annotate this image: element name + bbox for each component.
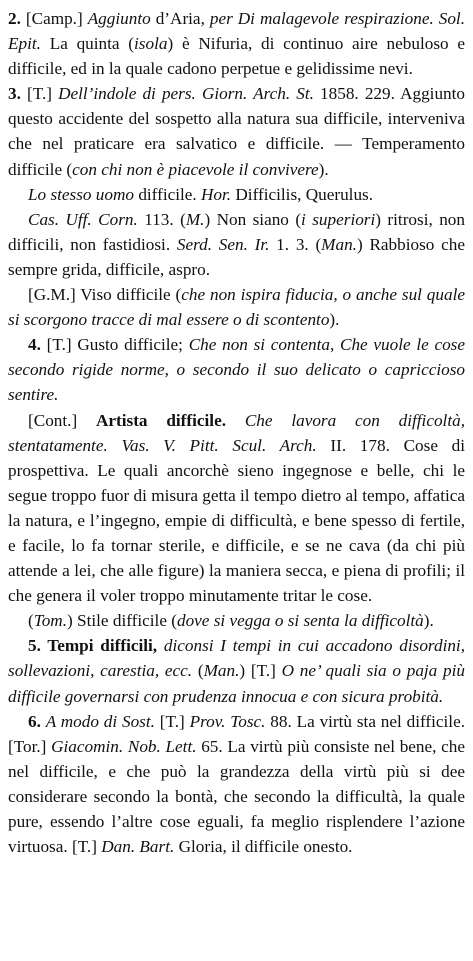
- entry-text-segment: d’Aria,: [150, 9, 210, 28]
- entry-text-segment: [T.] Gusto difficile;: [46, 335, 189, 355]
- dictionary-entry: [8, 408, 465, 609]
- entry-text-segment: ).: [318, 159, 329, 179]
- entry-text-segment: isola: [134, 34, 168, 54]
- entry-text-segment: [G.M.] Viso difficile (: [28, 285, 182, 305]
- entry-text-segment: 4.: [28, 335, 47, 355]
- entry-text-segment: ) Rabbioso che sempre grida, difficile, aspro.: [8, 234, 465, 279]
- dictionary-entry: [8, 182, 465, 207]
- entry-text-segment: ).: [423, 611, 434, 631]
- entry-text-segment: 1858. 229. Aggiunto questo accidente del sospetto alla natura sua difficile, interveniva che nel praticare era salvatico e difficile. — Temperamento difficile (: [8, 84, 466, 179]
- entry-text-segment: Aggiunto: [87, 9, 151, 28]
- entry-text-segment: (: [192, 661, 204, 681]
- entry-text-segment: [157, 636, 164, 655]
- entry-text-segment: Dan. Bart.: [101, 837, 175, 857]
- entry-text-segment: 88. La virtù sta nel difficile. [Tor.]: [8, 711, 466, 756]
- entry-text-segment: La quinta (: [40, 34, 135, 54]
- entry-text-segment: A modo di Sost.: [45, 711, 155, 731]
- entry-text-segment: Tom.: [33, 611, 68, 631]
- entry-text-segment: difficile.: [134, 184, 201, 204]
- entry-text-segment: [T.]: [154, 711, 190, 731]
- dictionary-entry: [8, 207, 465, 282]
- entry-text-segment: ) Non siano (: [204, 209, 302, 229]
- entry-text-segment: 5. Tempi difficili,: [28, 636, 158, 656]
- dictionary-entry: [8, 633, 465, 708]
- entry-text-segment: [226, 411, 245, 430]
- entry-text-segment: Difficilis, Querulus.: [231, 184, 374, 204]
- entry-text-segment: dove si vegga o si senta la difficoltà: [176, 611, 424, 631]
- entry-text-segment: II. 178. Cose di prospettiva. Le quali ancorchè sieno ingegnose e belle, chi le segue troppo fuor di misura getta il tempo dietro al tempo, affatica la natura, e l’ingegno, empie di difficultà, e bene spesso di fertile, e facile, lo fa tornar sterile, e difficile, e se ne cava (da chi più attende a lei, che alle figure) la maniera secca, e piena di profili; il che genera il voler troppo minutamente tritar le cose.: [8, 435, 465, 606]
- entry-text-segment: (: [28, 611, 34, 631]
- entry-text-segment: [Cont.]: [28, 410, 96, 430]
- entry-text-segment: Gloria, il difficile onesto.: [174, 837, 353, 857]
- entry-text-segment: i superiori: [301, 209, 376, 229]
- entry-text-segment: Artista difficile.: [95, 410, 227, 430]
- entry-text-segment: Che lavora con difficoltà, stentatamente. Vas. V. Pitt. Scul. Arch.: [8, 410, 465, 455]
- entry-text-segment: [Camp.]: [25, 9, 88, 28]
- entry-text-segment: 113. (: [137, 209, 186, 229]
- dictionary-entry: [8, 332, 465, 407]
- entry-text-segment: Man.: [203, 661, 240, 681]
- entry-text-segment: diconsi I tempi in cui accadono disordini, sollevazioni, carestia, ecc.: [8, 636, 466, 681]
- entry-text-segment: 1. 3. (: [269, 234, 322, 254]
- entry-text-segment: Dell’indole di pers. Giorn. Arch. St.: [58, 84, 314, 104]
- entry-text-segment: con chi non è piacevole il convivere: [72, 159, 319, 179]
- dictionary-entry: [8, 282, 465, 332]
- entry-text-segment: Lo stesso uomo: [28, 184, 135, 204]
- entry-text-segment: 2.: [8, 9, 26, 28]
- entry-text-segment: ) [T.]: [239, 661, 282, 681]
- entry-text-segment: Man.: [321, 234, 357, 254]
- dictionary-entry: [8, 709, 465, 860]
- entry-text-segment: per Di malagevole respirazione. Sol. Epit.: [8, 9, 465, 54]
- entry-text-segment: ) ritrosi, non difficili, non fastidiosi.: [8, 209, 465, 254]
- entry-text-segment: ) è Nifuria, di continuo aire nebuloso e difficile, ed in la quale cadono perpetue e gelidissime nevi.: [8, 34, 465, 79]
- dictionary-entry: [8, 608, 465, 633]
- entry-text-segment: O ne’ quali sia o paja più difficile governarsi con prudenza innocua e con sicura probità.: [8, 661, 465, 706]
- entry-text-segment: 6.: [28, 711, 46, 731]
- entry-text-segment: ) Stile difficile (: [67, 611, 177, 631]
- entry-text-segment: Cas. Uff. Corn.: [28, 209, 138, 229]
- dictionary-entry: [8, 81, 465, 181]
- entry-text-segment: ).: [329, 310, 340, 330]
- entry-text-segment: Serd. Sen. Ir.: [176, 234, 270, 254]
- entry-text-segment: M.: [185, 209, 205, 229]
- entry-text-segment: 65. La virtù più consiste nel bene, che nel difficile, e che può la grandezza della virtù più si dee considerare secondo la bontà, che secondo la difficultà, la quale pure, essendo l’altre cose eguali, fa meglio risplendere l’azione virtuosa. [T.]: [8, 736, 465, 857]
- entry-text-segment: [T.]: [27, 84, 59, 104]
- entry-text-segment: 3.: [8, 84, 27, 104]
- dictionary-entry: [8, 6, 465, 81]
- entry-text-segment: Hor.: [201, 184, 232, 204]
- entry-text-segment: Prov. Tosc.: [189, 711, 266, 731]
- entry-text-segment: che non ispira fiducia, o anche sul quale si scorgono tracce di mal essere o di scontento: [8, 285, 465, 330]
- entry-text-segment: Che non si contenta, Che vuole le cose secondo rigide norme, o secondo il suo delicato o capriccioso sentire.: [8, 335, 465, 405]
- entry-text-segment: Giacomin. Nob. Lett.: [51, 736, 197, 756]
